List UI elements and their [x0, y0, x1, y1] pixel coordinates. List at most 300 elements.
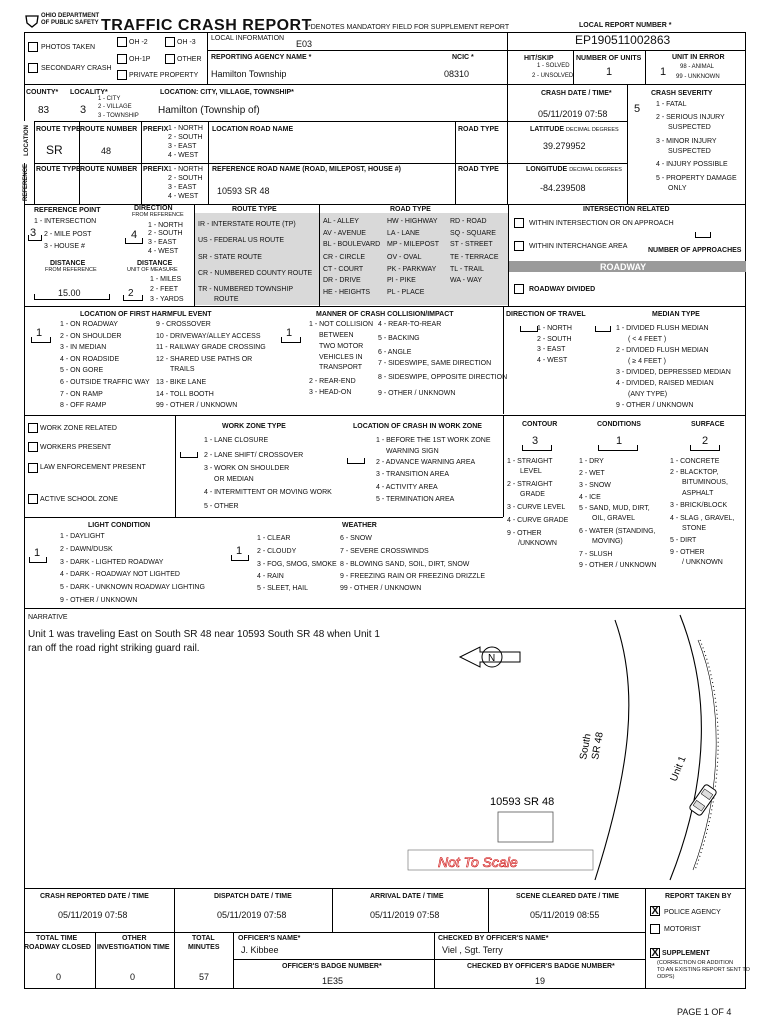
contour-opt-1: 1 - STRAIGHT [507, 458, 553, 465]
north-label: N [488, 653, 496, 664]
ref-road-name-label: REFERENCE ROAD NAME (ROAD, MILEPOST, HOUSE #) [212, 166, 402, 173]
severity-opt-6: 4 - INJURY POSSIBLE [656, 161, 728, 168]
direction-value[interactable]: 4 [131, 229, 138, 241]
severity-opt-2: 2 - SERIOUS INJURY [656, 114, 725, 121]
agency-label: REPORTING AGENCY NAME * [211, 54, 312, 61]
badge-label: OFFICER'S BADGE NUMBER* [282, 963, 382, 970]
surface-value[interactable]: 2 [702, 435, 709, 447]
checked-badge-label: CHECKED BY OFFICER'S BADGE NUMBER* [467, 963, 615, 970]
rt3-4: TE - TERRACE [450, 254, 499, 261]
checked-badge-value[interactable]: 19 [535, 976, 546, 986]
prefix-opt-1: 1 - NORTH [168, 125, 203, 132]
ref-point-opt-1: 1 - INTERSECTION [34, 218, 97, 225]
rt3-3: ST - STREET [450, 241, 493, 248]
light-value[interactable]: 1 [34, 547, 41, 559]
route-opt-1: IR - INTERSTATE ROUTE (TP) [198, 221, 296, 228]
wz-loc-opt-3: 2 - ADVANCE WARNING AREA [376, 459, 476, 466]
photos-taken-label: PHOTOS TAKEN [41, 44, 96, 51]
direction-opt-2: 2 - SOUTH [148, 230, 183, 237]
harmful-c2-1: 9 - CROSSOVER [156, 321, 211, 328]
latitude-label: LATITUDE DECIMAL DEGREES [530, 126, 619, 133]
house-icon [498, 812, 553, 842]
badge-value[interactable]: 1E35 [322, 976, 344, 986]
median-label: MEDIAN TYPE [652, 311, 700, 318]
harmful-c1-7: 7 - ON RAMP [60, 391, 103, 398]
wz-loc-opt-2: WARNING SIGN [386, 448, 439, 455]
harmful-c1-1: 1 - ON ROADWAY [60, 321, 118, 328]
police-agency-checkbox[interactable]: X [651, 905, 659, 917]
cond-opt-7: 6 - WATER (STANDING, [579, 528, 656, 535]
other-label: OTHER [177, 56, 202, 63]
local-info-value[interactable]: E03 [296, 39, 313, 49]
direction-opt-1: 1 - NORTH [148, 222, 183, 229]
ref-point-opt-3: 3 - HOUSE # [44, 243, 85, 250]
wz-loc-opt-1: 1 - BEFORE THE 1ST WORK ZONE [376, 437, 491, 444]
harmful-c2-5: TRAILS [170, 366, 195, 373]
oh2-checkbox[interactable] [117, 37, 127, 47]
harmful-c1-6: 6 - OUTSIDE TRAFFIC WAY [60, 379, 150, 386]
severity-value[interactable]: 5 [634, 103, 641, 115]
dist-unit-opt-2: 2 - FEET [150, 286, 179, 293]
total-label-2: MINUTES [188, 944, 220, 951]
dist-unit-sub: UNIT OF MEASURE [127, 267, 178, 273]
severity-opt-5: SUSPECTED [668, 148, 711, 155]
reported-value[interactable]: 05/11/2019 07:58 [58, 910, 128, 920]
wz-loc-opt-5: 4 - ACTIVITY AREA [376, 484, 438, 491]
manner-c2-5: 8 - SIDESWIPE, OPPOSITE DIRECTION [378, 374, 508, 381]
route-number-label: ROUTE NUMBER [80, 126, 138, 133]
unit-error-opt-2: 99 - UNKNOWN [676, 74, 720, 80]
surf-opt-10: / UNKNOWN [682, 559, 723, 566]
longitude-label: LONGITUDE DECIMAL DEGREES [526, 166, 622, 173]
local-info-label: LOCAL INFORMATION [211, 35, 285, 42]
location-value[interactable]: Hamilton (Township of) [158, 105, 260, 116]
rt3-2: SQ - SQUARE [450, 230, 496, 237]
wz-type-opt-6: 5 - OTHER [204, 503, 239, 510]
workers-present-label: WORKERS PRESENT [40, 444, 112, 451]
rt2-1: HW - HIGHWAY [387, 218, 438, 225]
loc-route-number-value[interactable]: 48 [101, 146, 112, 156]
ref-point-value[interactable]: 3 [30, 227, 37, 239]
route-opt-3: SR - STATE ROUTE [198, 254, 262, 261]
within-intersection-checkbox[interactable] [514, 218, 524, 228]
latitude-value[interactable]: 39.279952 [543, 141, 586, 151]
unit-error-label: UNIT IN ERROR [672, 54, 725, 61]
weather-c1-5: 5 - SLEET, HAIL [257, 585, 308, 592]
road-edge-right [670, 615, 701, 880]
road-label-sr48: SR 48 [590, 731, 606, 761]
reported-label: CRASH REPORTED DATE / TIME [40, 893, 149, 900]
within-interchange-checkbox[interactable] [514, 241, 524, 251]
page-number: PAGE 1 OF 4 [677, 1007, 732, 1017]
rt2-6: PI - PIKE [387, 277, 416, 284]
prefix-opt-2: 2 - SOUTH [168, 134, 203, 141]
manner-c2-2: 5 - BACKING [378, 335, 420, 342]
guard-rail [695, 640, 718, 870]
wz-type-opt-3: 3 - WORK ON SHOULDER [204, 465, 290, 472]
surf-opt-1: 1 - CONCRETE [670, 458, 720, 465]
median-opt-3: 2 - DIVIDED FLUSH MEDIAN [616, 347, 709, 354]
road-type-label-1: ROAD TYPE [458, 126, 499, 133]
surf-opt-2: 2 - BLACKTOP, [670, 469, 719, 476]
rt3-1: RD - ROAD [450, 218, 487, 225]
route-type-label-2: ROUTE TYPE [36, 166, 81, 173]
contour-opt-5: 3 - CURVE LEVEL [507, 504, 566, 511]
wz-type-opt-2: 2 - LANE SHIFT/ CROSSOVER [204, 452, 304, 459]
light-label: LIGHT CONDITION [88, 522, 151, 529]
contour-opt-4: GRADE [520, 491, 545, 498]
weather-c1-2: 2 - CLOUDY [257, 548, 297, 555]
locality-opt-1: 1 - CITY [98, 96, 121, 102]
manner-c1-1: 1 - NOT COLLISION [309, 321, 374, 328]
county-value[interactable]: 83 [38, 105, 50, 116]
oh1p-checkbox[interactable] [117, 54, 127, 64]
harmful-c2-4: 12 - SHARED USE PATHS OR [156, 356, 253, 363]
contour-opt-2: LEVEL [520, 468, 542, 475]
county-label: COUNTY* [26, 89, 59, 96]
locality-label: LOCALITY* [70, 89, 108, 96]
side-label-location: LOCATION [24, 121, 34, 163]
median-opt-4: ( ≥ 4 FEET ) [628, 358, 666, 365]
weather-c2-4: 9 - FREEZING RAIN OR FREEZING DRIZZLE [340, 573, 486, 580]
direction-opt-3: 3 - EAST [148, 239, 177, 246]
cond-opt-8: MOVING) [592, 538, 623, 545]
longitude-value[interactable]: -84.239508 [540, 183, 586, 193]
light-opt-5: 5 - DARK - UNKNOWN ROADWAY LIGHTING [60, 584, 205, 591]
severity-label: CRASH SEVERITY [651, 90, 713, 97]
route-type-header: ROUTE TYPE [232, 206, 277, 213]
manner-c2-3: 6 - ANGLE [378, 349, 412, 356]
manner-value[interactable]: 1 [286, 327, 293, 339]
unit-1-vehicle-icon [689, 784, 718, 817]
median-opt-7: (ANY TYPE) [628, 391, 668, 398]
road-type-label-2: ROAD TYPE [458, 166, 499, 173]
rt1-5: CT - COURT [323, 266, 364, 273]
rt1-7: HE - HEIGHTS [323, 289, 371, 296]
private-property-checkbox[interactable] [117, 70, 127, 80]
ref-point-label: REFERENCE POINT [34, 207, 101, 214]
hitskip-opt-1: 1 - SOLVED [537, 63, 570, 69]
manner-c2-1: 4 - REAR-TO-REAR [378, 321, 442, 328]
manner-c2-4: 7 - SIDESWIPE, SAME DIRECTION [378, 360, 492, 367]
other-label-1: OTHER [122, 935, 147, 942]
local-report-value[interactable]: EP190511002863 [575, 33, 671, 47]
cleared-value[interactable]: 05/11/2019 08:55 [530, 910, 600, 920]
private-property-label: PRIVATE PROPERTY [129, 72, 199, 79]
school-zone-checkbox[interactable] [28, 494, 38, 504]
harmful-label: LOCATION OF FIRST HARMFUL EVENT [80, 311, 212, 318]
cond-opt-2: 2 - WET [579, 470, 605, 477]
route-opt-5: TR - NUMBERED TOWNSHIP [198, 286, 294, 293]
motorist-checkbox[interactable] [650, 924, 660, 934]
secondary-crash-checkbox[interactable] [28, 63, 38, 73]
dir-travel-opt-2: 2 - SOUTH [537, 336, 572, 343]
wz-type-label: WORK ZONE TYPE [222, 423, 286, 430]
distance-sub: FROM REFERENCE [45, 267, 97, 273]
surf-opt-9: 9 - OTHER [670, 549, 705, 556]
contour-opt-6: 4 - CURVE GRADE [507, 517, 569, 524]
rt2-5: PK - PARKWAY [387, 266, 437, 273]
manner-c1-6: 2 - REAR-END [309, 378, 356, 385]
light-opt-3: 3 - DARK - LIGHTED ROADWAY [60, 559, 164, 566]
harmful-c1-2: 2 - ON SHOULDER [60, 333, 122, 340]
taken-by-label: REPORT TAKEN BY [665, 893, 732, 900]
hitskip-opt-2: 2 - UNSOLVED [532, 73, 574, 79]
within-interchange-label: WITHIN INTERCHANGE AREA [529, 243, 628, 250]
conditions-label: CONDITIONS [597, 421, 641, 428]
weather-c2-1: 6 - SNOW [340, 535, 372, 542]
harmful-c1-8: 8 - OFF RAMP [60, 402, 107, 409]
weather-c2-5: 99 - OTHER / UNKNOWN [340, 585, 422, 592]
manner-c1-4: VEHICLES IN [319, 354, 363, 361]
crash-date-value[interactable]: 05/11/2019 07:58 [538, 109, 608, 119]
rt2-4: OV - OVAL [387, 254, 422, 261]
route-type-label: ROUTE TYPE [36, 126, 81, 133]
road-type-header: ROAD TYPE [390, 206, 431, 213]
loc-road-name-label: LOCATION ROAD NAME [212, 126, 294, 133]
school-zone-label: ACTIVE SCHOOL ZONE [40, 496, 118, 503]
weather-value[interactable]: 1 [236, 545, 243, 557]
dispatch-value[interactable]: 05/11/2019 07:58 [217, 910, 287, 920]
rt1-4: CR - CIRCLE [323, 254, 366, 261]
harmful-value[interactable]: 1 [36, 327, 43, 339]
supplement-note-2: TO AN EXISTING REPORT SENT TO [657, 967, 750, 973]
rt2-2: LA - LANE [387, 230, 420, 237]
prefix-label: PREFIX [143, 126, 169, 133]
dist-unit-opt-3: 3 - YARDS [150, 296, 184, 303]
prefix2-opt-1: 1 - NORTH [168, 166, 203, 173]
manner-c1-5: TRANSPORT [319, 364, 363, 371]
severity-opt-8: ONLY [668, 185, 687, 192]
distance-value[interactable]: 15.00 [58, 288, 81, 298]
report-title: TRAFFIC CRASH REPORT [101, 17, 312, 34]
cond-opt-6: OIL, GRAVEL [592, 515, 636, 522]
severity-opt-7: 5 - PROPERTY DAMAGE [656, 175, 737, 182]
ncic-label: NCIC * [452, 54, 474, 61]
officer-value[interactable]: J. Kibbee [241, 945, 279, 955]
route-number-label-2: ROUTE NUMBER [80, 166, 138, 173]
route-opt-6: ROUTE [214, 296, 239, 303]
roadway-divided-label: ROADWAY DIVIDED [529, 286, 596, 293]
other-checkbox[interactable] [165, 54, 175, 64]
locality-value[interactable]: 3 [80, 104, 87, 116]
total-time-label-2: ROADWAY CLOSED [24, 944, 91, 951]
photos-taken-checkbox[interactable] [28, 42, 38, 52]
severity-opt-3: SUSPECTED [668, 124, 711, 131]
checked-label: CHECKED BY OFFICER'S NAME* [438, 935, 549, 942]
surface-label: SURFACE [691, 421, 725, 428]
harmful-c2-3: 11 - RAILWAY GRADE CROSSING [156, 344, 266, 351]
cond-opt-4: 4 - ICE [579, 494, 601, 501]
hitskip-label: HIT/SKIP [524, 55, 554, 62]
contour-opt-3: 2 - STRAIGHT [507, 481, 553, 488]
wz-type-opt-1: 1 - LANE CLOSURE [204, 437, 269, 444]
officer-label: OFFICER'S NAME* [238, 935, 301, 942]
surf-opt-8: 5 - DIRT [670, 537, 697, 544]
dir-travel-opt-3: 3 - EAST [537, 346, 566, 353]
location-label: LOCATION: CITY, VILLAGE, TOWNSHIP* [160, 89, 294, 96]
wz-loc-opt-4: 3 - TRANSITION AREA [376, 471, 449, 478]
manner-c1-2: BETWEEN [319, 332, 354, 339]
locality-opt-3: 3 - TOWNSHIP [98, 113, 139, 119]
direction-sub: FROM REFERENCE [132, 212, 184, 218]
manner-label: MANNER OF CRASH COLLISION/IMPACT [316, 311, 454, 318]
wz-loc-opt-6: 5 - TERMINATION AREA [376, 496, 455, 503]
severity-opt-1: 1 - FATAL [656, 101, 687, 108]
rt1-3: BL - BOULEVARD [323, 241, 381, 248]
contour-label: CONTOUR [522, 421, 558, 428]
agency-value[interactable]: Hamilton Township [211, 69, 287, 79]
road-label-south: South [578, 732, 594, 761]
intersection-related-label: INTERSECTION RELATED [583, 206, 670, 213]
median-opt-5: 3 - DIVIDED, DEPRESSED MEDIAN [616, 369, 731, 376]
weather-c1-1: 1 - CLEAR [257, 535, 291, 542]
prefix2-opt-4: 4 - WEST [168, 193, 199, 200]
wz-loc-label: LOCATION OF CRASH IN WORK ZONE [353, 423, 482, 430]
median-opt-8: 9 - OTHER / UNKNOWN [616, 402, 694, 409]
units-value[interactable]: 1 [606, 66, 613, 78]
rt1-2: AV - AVENUE [323, 230, 366, 237]
other-value[interactable]: 0 [130, 972, 136, 982]
motorist-label: MOTORIST [664, 926, 701, 933]
units-label: NUMBER OF UNITS [576, 55, 642, 62]
median-opt-6: 4 - DIVIDED, RAISED MEDIAN [616, 380, 714, 387]
unit-error-opt-1: 98 - ANIMAL [680, 64, 715, 70]
supplement-note-1: (CORRECTION OR ADDITION [657, 960, 734, 966]
total-time-label-1: TOTAL TIME [36, 935, 78, 942]
crash-date-label: CRASH DATE / TIME* [541, 90, 612, 97]
workers-present-checkbox[interactable] [28, 442, 38, 452]
narrative-line-2[interactable]: ran off the road right striking guard rail. [28, 643, 200, 654]
cleared-label: SCENE CLEARED DATE / TIME [516, 893, 619, 900]
total-value[interactable]: 57 [199, 972, 210, 982]
light-opt-4: 4 - DARK - ROADWAY NOT LIGHTED [60, 571, 180, 578]
within-intersection-label: WITHIN INTERSECTION OR ON APPROACH [529, 220, 674, 227]
arrival-label: ARRIVAL DATE / TIME [370, 893, 444, 900]
dispatch-label: DISPATCH DATE / TIME [214, 893, 292, 900]
unit-error-value[interactable]: 1 [660, 66, 667, 78]
other-label-2: INVESTIGATION TIME [97, 944, 170, 951]
total-label-1: TOTAL [192, 935, 215, 942]
prefix2-opt-3: 3 - EAST [168, 184, 197, 191]
light-opt-6: 9 - OTHER / UNKNOWN [60, 597, 138, 604]
surf-opt-7: STONE [682, 525, 706, 532]
cond-opt-10: 9 - OTHER / UNKNOWN [579, 562, 657, 569]
supplement-note-3: ODPS) [657, 974, 675, 980]
contour-value[interactable]: 3 [532, 435, 539, 447]
light-opt-2: 2 - DAWN/DUSK [60, 546, 113, 553]
loc-route-type-value[interactable]: SR [46, 143, 63, 157]
harmful-c1-5: 5 - ON GORE [60, 367, 104, 374]
oh3-checkbox[interactable] [165, 37, 175, 47]
distance-label: DISTANCE [50, 260, 86, 267]
harmful-c2-6: 13 - BIKE LANE [156, 379, 207, 386]
rt1-6: DR - DRIVE [323, 277, 361, 284]
narrative-line-1[interactable]: Unit 1 was traveling East on South SR 48 near 10593 South SR 48 when Unit 1 [28, 629, 380, 640]
crash-diagram [400, 610, 746, 888]
cond-opt-3: 3 - SNOW [579, 482, 611, 489]
direction-label: DIRECTION [134, 205, 173, 212]
weather-label: WEATHER [342, 522, 377, 529]
checked-value[interactable]: Viel , Sgt. Terry [442, 945, 503, 955]
median-opt-1: 1 - DIVIDED FLUSH MEDIAN [616, 325, 709, 332]
prefix-label-2: PREFIX [143, 166, 169, 173]
surf-opt-3: BITUMINOUS, [682, 479, 728, 486]
surf-opt-5: 3 - BRICK/BLOCK [670, 502, 728, 509]
ncic-value[interactable]: 08310 [444, 69, 470, 79]
supplement-label: SUPPLEMENT [662, 950, 710, 957]
harmful-c2-8: 99 - OTHER / UNKNOWN [156, 402, 238, 409]
harmful-c1-4: 4 - ON ROADSIDE [60, 356, 120, 363]
prefix2-opt-2: 2 - SOUTH [168, 175, 203, 182]
wz-type-opt-5: 4 - INTERMITTENT OR MOVING WORK [204, 489, 332, 496]
route-opt-2: US - FEDERAL US ROUTE [198, 237, 285, 244]
harmful-c2-7: 14 - TOLL BOOTH [156, 391, 214, 398]
secondary-crash-label: SECONDARY CRASH [41, 65, 112, 72]
total-time-value[interactable]: 0 [56, 972, 62, 982]
supplement-checkbox[interactable]: X [651, 947, 659, 959]
ref-point-opt-2: 2 - MILE POST [44, 231, 92, 238]
narrative-label: NARRATIVE [28, 614, 68, 621]
weather-c2-2: 7 - SEVERE CROSSWINDS [340, 548, 429, 555]
manner-c2-6: 9 - OTHER / UNKNOWN [378, 390, 456, 397]
rt3-6: WA - WAY [450, 277, 483, 284]
address-label: 10593 SR 48 [490, 796, 555, 808]
weather-c1-4: 4 - RAIN [257, 573, 284, 580]
conditions-value[interactable]: 1 [616, 435, 623, 447]
oh2-label: OH -2 [129, 39, 148, 46]
dist-unit-value[interactable]: 2 [128, 288, 134, 299]
cond-opt-5: 5 - SAND, MUD, DIRT, [579, 505, 650, 512]
manner-c1-3: TWO MOTOR [319, 343, 364, 350]
wz-type-opt-4: OR MEDIAN [214, 476, 254, 483]
dist-unit-label: DISTANCE [137, 260, 173, 267]
work-zone-related-label: WORK ZONE RELATED [40, 425, 117, 432]
light-opt-1: 1 - DAYLIGHT [60, 533, 105, 540]
contour-opt-7: 9 - OTHER [507, 530, 542, 537]
surf-opt-6: 4 - SLAG , GRAVEL, [670, 515, 735, 522]
law-enforcement-label: LAW ENFORCEMENT PRESENT [40, 464, 146, 471]
unit-label: Unit 1 [668, 754, 689, 784]
surf-opt-4: ASPHALT [682, 490, 714, 497]
harmful-c2-2: 10 - DRIVEWAY/ALLEY ACCESS [156, 333, 261, 340]
rt2-3: MP - MILEPOST [387, 241, 439, 248]
rt3-5: TL - TRAIL [450, 266, 484, 273]
ref-road-name-value[interactable]: 10593 SR 48 [217, 186, 270, 196]
oh1p-label: OH-1P [129, 56, 151, 63]
logo-line-1: OHIO DEPARTMENT [41, 13, 100, 19]
arrival-value[interactable]: 05/11/2019 07:58 [370, 910, 440, 920]
cond-opt-1: 1 - DRY [579, 458, 604, 465]
work-zone-related-checkbox[interactable] [28, 423, 38, 433]
prefix-opt-3: 3 - EAST [168, 143, 197, 150]
cond-opt-9: 7 - SLUSH [579, 551, 613, 558]
roadway-divided-checkbox[interactable] [514, 284, 524, 294]
prefix-opt-4: 4 - WEST [168, 152, 199, 159]
median-opt-2: ( < 4 FEET ) [628, 336, 667, 343]
roadway-banner-label: ROADWAY [600, 262, 647, 272]
law-enforcement-checkbox[interactable] [28, 463, 38, 473]
manner-c1-7: 3 - HEAD-ON [309, 389, 352, 396]
harmful-c1-3: 3 - IN MEDIAN [60, 344, 107, 351]
side-label-reference: REFERENCE [23, 163, 30, 201]
ohio-dps-logo [25, 12, 101, 34]
mandatory-note: *DENOTES MANDATORY FIELD FOR SUPPLEMENT REPORT [308, 24, 510, 31]
dir-travel-opt-4: 4 - WEST [537, 357, 568, 364]
scale-note: Not To Scale [438, 854, 518, 870]
contour-opt-8: /UNKNOWN [518, 540, 557, 547]
route-opt-4: CR - NUMBERED COUNTY ROUTE [198, 270, 313, 277]
